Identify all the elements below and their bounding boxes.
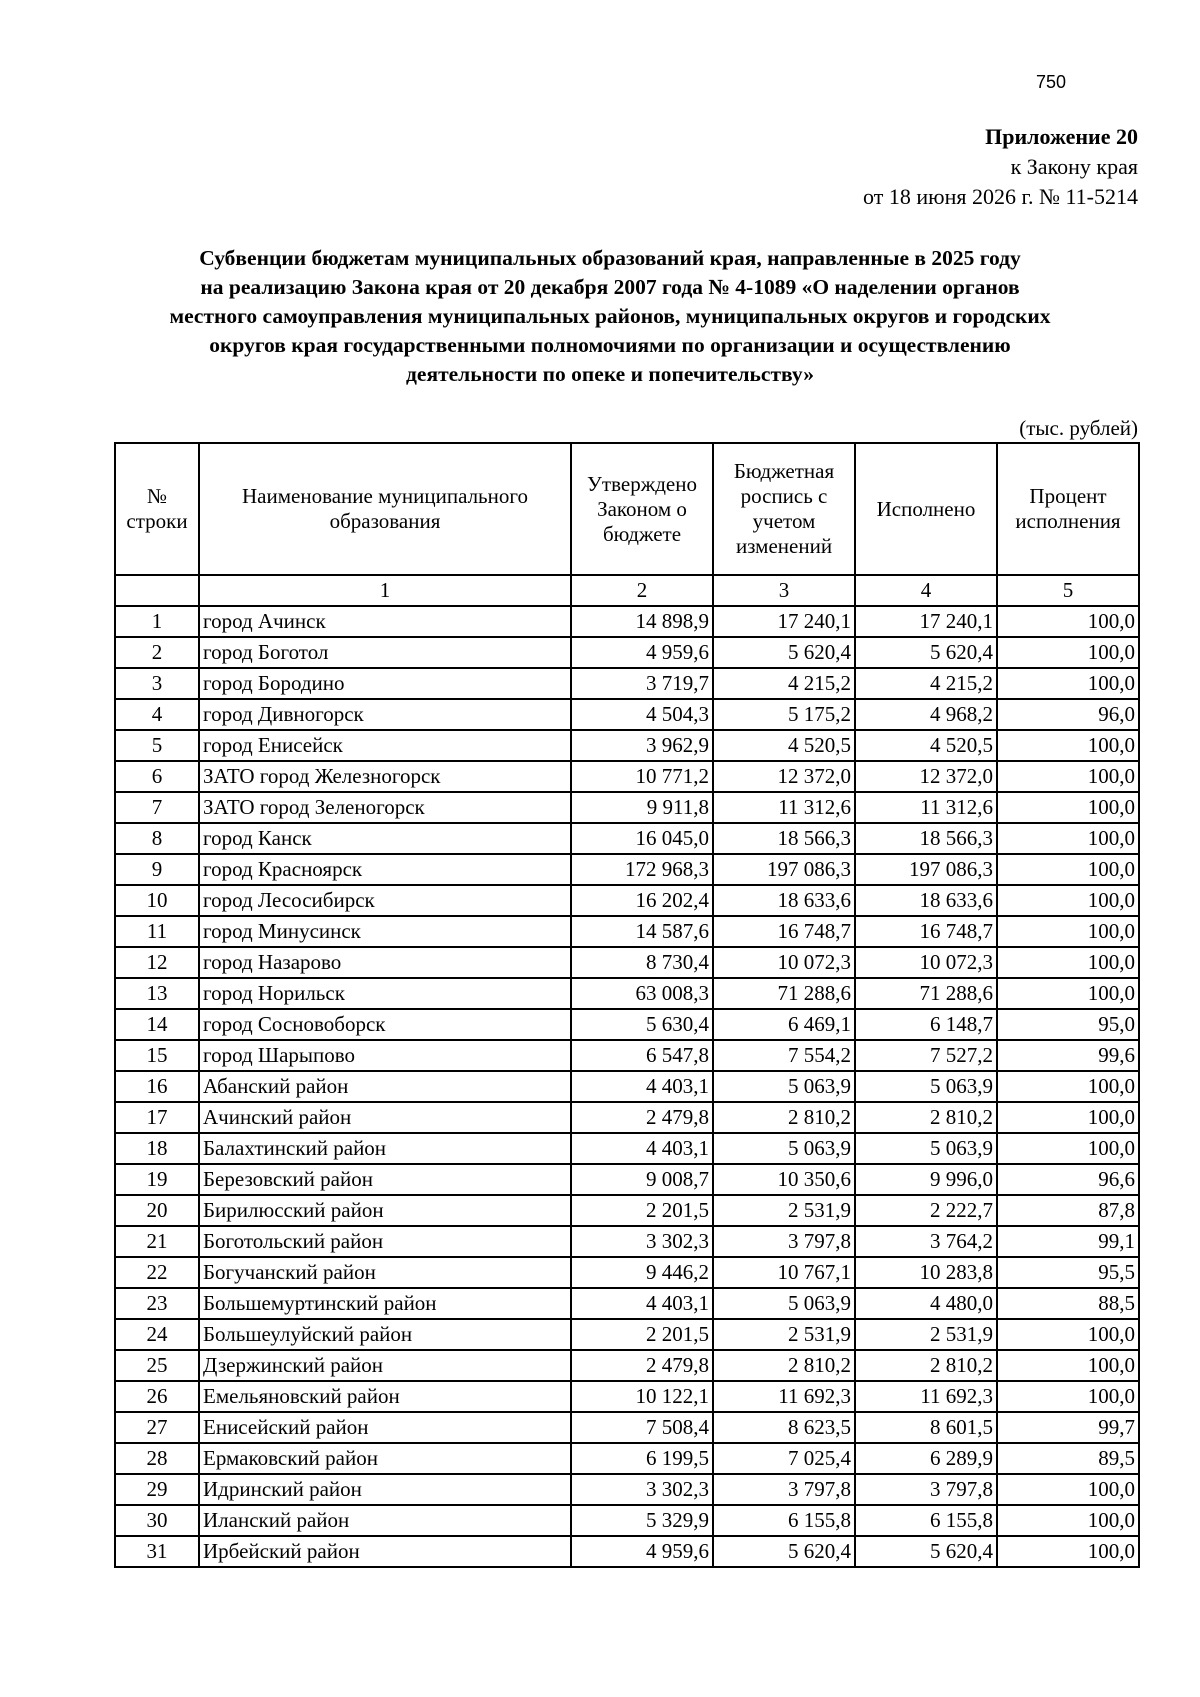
approved-cell: 6 199,5 <box>571 1443 713 1474</box>
municipality-name-cell: Ермаковский район <box>199 1443 571 1474</box>
percent-cell: 100,0 <box>997 1102 1139 1133</box>
title-line: на реализацию Закона края от 20 декабря 2007 года № 4-1089 «О наделении органов <box>200 275 1020 299</box>
row-number-cell: 24 <box>115 1319 199 1350</box>
table-row <box>115 1257 1139 1288</box>
title-line: округов края государственными полномочиями по организации и осуществлению <box>209 333 1011 357</box>
percent-cell: 89,5 <box>997 1443 1139 1474</box>
municipality-name-cell: город Норильск <box>199 978 571 1009</box>
executed-cell: 7 527,2 <box>855 1040 997 1071</box>
municipality-name-cell: Балахтинский район <box>199 1133 571 1164</box>
executed-cell: 5 620,4 <box>855 637 997 668</box>
row-number-cell: 4 <box>115 699 199 730</box>
table-row <box>115 1009 1139 1040</box>
percent-cell: 100,0 <box>997 1319 1139 1350</box>
executed-cell: 3 764,2 <box>855 1226 997 1257</box>
executed-cell: 9 996,0 <box>855 1164 997 1195</box>
budget-cell: 11 312,6 <box>713 792 855 823</box>
row-number-cell: 20 <box>115 1195 199 1226</box>
municipality-name-cell: ЗАТО город Железногорск <box>199 761 571 792</box>
table-row <box>115 1133 1139 1164</box>
row-number-cell: 14 <box>115 1009 199 1040</box>
executed-cell: 3 797,8 <box>855 1474 997 1505</box>
municipality-name-cell: город Ачинск <box>199 606 571 637</box>
row-number-cell: 5 <box>115 730 199 761</box>
approved-cell: 5 329,9 <box>571 1505 713 1536</box>
approved-cell: 7 508,4 <box>571 1412 713 1443</box>
table-row <box>115 823 1139 854</box>
approved-cell: 3 302,3 <box>571 1474 713 1505</box>
executed-cell: 8 601,5 <box>855 1412 997 1443</box>
column-number: 5 <box>997 575 1139 606</box>
title-line: местного самоуправления муниципальных районов, муниципальных округов и городских <box>169 304 1051 328</box>
budget-cell: 2 810,2 <box>713 1350 855 1381</box>
percent-cell: 100,0 <box>997 823 1139 854</box>
executed-cell: 6 289,9 <box>855 1443 997 1474</box>
row-number-cell: 8 <box>115 823 199 854</box>
percent-cell: 100,0 <box>997 1350 1139 1381</box>
table-row <box>115 1195 1139 1226</box>
approved-cell: 4 959,6 <box>571 1536 713 1567</box>
executed-cell: 5 063,9 <box>855 1071 997 1102</box>
budget-cell: 197 086,3 <box>713 854 855 885</box>
table-row <box>115 1474 1139 1505</box>
executed-cell: 16 748,7 <box>855 916 997 947</box>
approved-cell: 4 504,3 <box>571 699 713 730</box>
percent-cell: 100,0 <box>997 854 1139 885</box>
municipality-name-cell: город Минусинск <box>199 916 571 947</box>
municipality-name-cell: Иланский район <box>199 1505 571 1536</box>
executed-cell: 4 480,0 <box>855 1288 997 1319</box>
table-row <box>115 916 1139 947</box>
municipality-name-cell: Богучанский район <box>199 1257 571 1288</box>
budget-cell: 18 633,6 <box>713 885 855 916</box>
municipality-name-cell: ЗАТО город Зеленогорск <box>199 792 571 823</box>
budget-cell: 10 072,3 <box>713 947 855 978</box>
row-number-cell: 26 <box>115 1381 199 1412</box>
executed-cell: 197 086,3 <box>855 854 997 885</box>
approved-cell: 8 730,4 <box>571 947 713 978</box>
budget-cell: 2 810,2 <box>713 1102 855 1133</box>
table-row <box>115 854 1139 885</box>
title-line: Субвенции бюджетам муниципальных образований края, направленные в 2025 году <box>199 246 1021 270</box>
municipality-name-cell: Емельяновский район <box>199 1381 571 1412</box>
executed-cell: 6 148,7 <box>855 1009 997 1040</box>
approved-cell: 5 630,4 <box>571 1009 713 1040</box>
budget-cell: 10 350,6 <box>713 1164 855 1195</box>
header-percent: Процент исполнения <box>997 443 1139 575</box>
budget-cell: 5 063,9 <box>713 1071 855 1102</box>
percent-cell: 96,6 <box>997 1164 1139 1195</box>
percent-cell: 100,0 <box>997 1474 1139 1505</box>
budget-cell: 5 063,9 <box>713 1133 855 1164</box>
row-number-cell: 3 <box>115 668 199 699</box>
approved-cell: 4 403,1 <box>571 1133 713 1164</box>
row-number-cell: 2 <box>115 637 199 668</box>
table-header-row <box>115 443 1139 575</box>
row-number-cell: 12 <box>115 947 199 978</box>
municipality-name-cell: Ирбейский район <box>199 1536 571 1567</box>
approved-cell: 4 403,1 <box>571 1071 713 1102</box>
approved-cell: 4 403,1 <box>571 1288 713 1319</box>
municipality-name-cell: город Дивногорск <box>199 699 571 730</box>
budget-cell: 5 063,9 <box>713 1288 855 1319</box>
budget-cell: 7 025,4 <box>713 1443 855 1474</box>
row-number-cell: 18 <box>115 1133 199 1164</box>
municipality-name-cell: Енисейский район <box>199 1412 571 1443</box>
municipality-name-cell: город Канск <box>199 823 571 854</box>
budget-cell: 11 692,3 <box>713 1381 855 1412</box>
budget-cell: 10 767,1 <box>713 1257 855 1288</box>
row-number-cell: 15 <box>115 1040 199 1071</box>
budget-cell: 6 155,8 <box>713 1505 855 1536</box>
percent-cell: 100,0 <box>997 792 1139 823</box>
table-row <box>115 730 1139 761</box>
budget-cell: 71 288,6 <box>713 978 855 1009</box>
table-row <box>115 761 1139 792</box>
percent-cell: 100,0 <box>997 1071 1139 1102</box>
document-title <box>110 244 1110 389</box>
budget-cell: 3 797,8 <box>713 1226 855 1257</box>
municipality-name-cell: Абанский район <box>199 1071 571 1102</box>
approved-cell: 10 771,2 <box>571 761 713 792</box>
table-row <box>115 1381 1139 1412</box>
table-row <box>115 1536 1139 1567</box>
budget-cell: 8 623,5 <box>713 1412 855 1443</box>
approved-cell: 14 898,9 <box>571 606 713 637</box>
table-row <box>115 1319 1139 1350</box>
executed-cell: 71 288,6 <box>855 978 997 1009</box>
approved-cell: 14 587,6 <box>571 916 713 947</box>
row-number-cell: 21 <box>115 1226 199 1257</box>
column-numbers-row <box>115 575 1139 606</box>
municipality-name-cell: город Лесосибирск <box>199 885 571 916</box>
table-row <box>115 606 1139 637</box>
percent-cell: 100,0 <box>997 668 1139 699</box>
column-number: 2 <box>571 575 713 606</box>
percent-cell: 100,0 <box>997 1536 1139 1567</box>
municipality-name-cell: Бирилюсский район <box>199 1195 571 1226</box>
row-number-cell: 6 <box>115 761 199 792</box>
title-line: деятельности по опеке и попечительству» <box>406 362 814 386</box>
budget-cell: 12 372,0 <box>713 761 855 792</box>
approved-cell: 9 008,7 <box>571 1164 713 1195</box>
percent-cell: 100,0 <box>997 947 1139 978</box>
column-number: 3 <box>713 575 855 606</box>
municipality-name-cell: Березовский район <box>199 1164 571 1195</box>
approved-cell: 2 201,5 <box>571 1319 713 1350</box>
percent-cell: 100,0 <box>997 730 1139 761</box>
approved-cell: 3 719,7 <box>571 668 713 699</box>
percent-cell: 88,5 <box>997 1288 1139 1319</box>
municipality-name-cell: Большеулуйский район <box>199 1319 571 1350</box>
percent-cell: 100,0 <box>997 637 1139 668</box>
executed-cell: 6 155,8 <box>855 1505 997 1536</box>
executed-cell: 2 531,9 <box>855 1319 997 1350</box>
row-number-cell: 19 <box>115 1164 199 1195</box>
table-row <box>115 1288 1139 1319</box>
table-row <box>115 637 1139 668</box>
row-number-cell: 22 <box>115 1257 199 1288</box>
municipality-name-cell: город Сосновоборск <box>199 1009 571 1040</box>
executed-cell: 4 968,2 <box>855 699 997 730</box>
percent-cell: 100,0 <box>997 916 1139 947</box>
budget-cell: 5 620,4 <box>713 637 855 668</box>
table-row <box>115 947 1139 978</box>
municipality-name-cell: Боготольский район <box>199 1226 571 1257</box>
executed-cell: 18 566,3 <box>855 823 997 854</box>
executed-cell: 11 692,3 <box>855 1381 997 1412</box>
row-number-cell: 1 <box>115 606 199 637</box>
approved-cell: 16 202,4 <box>571 885 713 916</box>
percent-cell: 99,7 <box>997 1412 1139 1443</box>
table-row <box>115 978 1139 1009</box>
municipality-name-cell: город Бородино <box>199 668 571 699</box>
page-number: 750 <box>1036 72 1067 92</box>
approved-cell: 3 962,9 <box>571 730 713 761</box>
approved-cell: 16 045,0 <box>571 823 713 854</box>
table-row <box>115 668 1139 699</box>
municipality-name-cell: город Енисейск <box>199 730 571 761</box>
table-row <box>115 1350 1139 1381</box>
table-row <box>115 1040 1139 1071</box>
appendix-date-ref: от 18 июня 2026 г. № 11-5214 <box>863 184 1138 209</box>
percent-cell: 100,0 <box>997 1381 1139 1412</box>
executed-cell: 4 520,5 <box>855 730 997 761</box>
percent-cell: 99,6 <box>997 1040 1139 1071</box>
approved-cell: 3 302,3 <box>571 1226 713 1257</box>
budget-cell: 5 620,4 <box>713 1536 855 1567</box>
executed-cell: 11 312,6 <box>855 792 997 823</box>
row-number-cell: 17 <box>115 1102 199 1133</box>
column-number: 4 <box>855 575 997 606</box>
percent-cell: 100,0 <box>997 885 1139 916</box>
row-number-cell: 9 <box>115 854 199 885</box>
column-number <box>115 575 199 606</box>
appendix-title: Приложение 20 <box>985 124 1138 149</box>
header-executed: Исполнено <box>855 443 997 575</box>
percent-cell: 100,0 <box>997 606 1139 637</box>
budget-cell: 4 520,5 <box>713 730 855 761</box>
approved-cell: 2 201,5 <box>571 1195 713 1226</box>
municipality-name-cell: город Красноярск <box>199 854 571 885</box>
municipality-name-cell: Большемуртинский район <box>199 1288 571 1319</box>
table-row <box>115 1164 1139 1195</box>
table-row <box>115 1505 1139 1536</box>
percent-cell: 95,5 <box>997 1257 1139 1288</box>
percent-cell: 96,0 <box>997 699 1139 730</box>
percent-cell: 99,1 <box>997 1226 1139 1257</box>
approved-cell: 2 479,8 <box>571 1350 713 1381</box>
approved-cell: 172 968,3 <box>571 854 713 885</box>
units-label: (тыс. рублей) <box>1019 416 1138 440</box>
row-number-cell: 10 <box>115 885 199 916</box>
executed-cell: 5 063,9 <box>855 1133 997 1164</box>
percent-cell: 100,0 <box>997 1133 1139 1164</box>
header-approved: Утверждено Законом о бюджете <box>571 443 713 575</box>
municipality-name-cell: город Назарово <box>199 947 571 978</box>
municipality-name-cell: Ачинский район <box>199 1102 571 1133</box>
table-row <box>115 1102 1139 1133</box>
row-number-cell: 28 <box>115 1443 199 1474</box>
header-name: Наименование муниципального образования <box>199 443 571 575</box>
budget-cell: 17 240,1 <box>713 606 855 637</box>
executed-cell: 12 372,0 <box>855 761 997 792</box>
table-row <box>115 1071 1139 1102</box>
table-row <box>115 1443 1139 1474</box>
row-number-cell: 29 <box>115 1474 199 1505</box>
budget-cell: 2 531,9 <box>713 1195 855 1226</box>
approved-cell: 10 122,1 <box>571 1381 713 1412</box>
table-row <box>115 1226 1139 1257</box>
executed-cell: 2 222,7 <box>855 1195 997 1226</box>
row-number-cell: 13 <box>115 978 199 1009</box>
row-number-cell: 23 <box>115 1288 199 1319</box>
percent-cell: 100,0 <box>997 978 1139 1009</box>
executed-cell: 5 620,4 <box>855 1536 997 1567</box>
row-number-cell: 25 <box>115 1350 199 1381</box>
column-number: 1 <box>199 575 571 606</box>
budget-cell: 2 531,9 <box>713 1319 855 1350</box>
budget-cell: 5 175,2 <box>713 699 855 730</box>
table-row <box>115 1412 1139 1443</box>
municipality-name-cell: Дзержинский район <box>199 1350 571 1381</box>
approved-cell: 4 959,6 <box>571 637 713 668</box>
row-number-cell: 27 <box>115 1412 199 1443</box>
budget-cell: 3 797,8 <box>713 1474 855 1505</box>
percent-cell: 95,0 <box>997 1009 1139 1040</box>
executed-cell: 10 283,8 <box>855 1257 997 1288</box>
header-row-no: № строки <box>115 443 199 575</box>
row-number-cell: 7 <box>115 792 199 823</box>
budget-cell: 7 554,2 <box>713 1040 855 1071</box>
approved-cell: 9 446,2 <box>571 1257 713 1288</box>
table-row <box>115 699 1139 730</box>
executed-cell: 4 215,2 <box>855 668 997 699</box>
municipality-name-cell: город Боготол <box>199 637 571 668</box>
row-number-cell: 30 <box>115 1505 199 1536</box>
row-number-cell: 16 <box>115 1071 199 1102</box>
header-budget: Бюджетная роспись с учетом изменений <box>713 443 855 575</box>
budget-cell: 16 748,7 <box>713 916 855 947</box>
percent-cell: 87,8 <box>997 1195 1139 1226</box>
executed-cell: 2 810,2 <box>855 1102 997 1133</box>
row-number-cell: 31 <box>115 1536 199 1567</box>
budget-cell: 4 215,2 <box>713 668 855 699</box>
approved-cell: 63 008,3 <box>571 978 713 1009</box>
executed-cell: 10 072,3 <box>855 947 997 978</box>
percent-cell: 100,0 <box>997 1505 1139 1536</box>
budget-cell: 6 469,1 <box>713 1009 855 1040</box>
appendix-law-ref: к Закону края <box>1010 154 1138 179</box>
municipality-name-cell: город Шарыпово <box>199 1040 571 1071</box>
percent-cell: 100,0 <box>997 761 1139 792</box>
table-row <box>115 792 1139 823</box>
executed-cell: 18 633,6 <box>855 885 997 916</box>
subsidies-table <box>114 442 1140 1568</box>
appendix-block <box>863 122 1138 212</box>
approved-cell: 2 479,8 <box>571 1102 713 1133</box>
row-number-cell: 11 <box>115 916 199 947</box>
approved-cell: 6 547,8 <box>571 1040 713 1071</box>
executed-cell: 17 240,1 <box>855 606 997 637</box>
executed-cell: 2 810,2 <box>855 1350 997 1381</box>
municipality-name-cell: Идринский район <box>199 1474 571 1505</box>
table-row <box>115 885 1139 916</box>
budget-cell: 18 566,3 <box>713 823 855 854</box>
approved-cell: 9 911,8 <box>571 792 713 823</box>
